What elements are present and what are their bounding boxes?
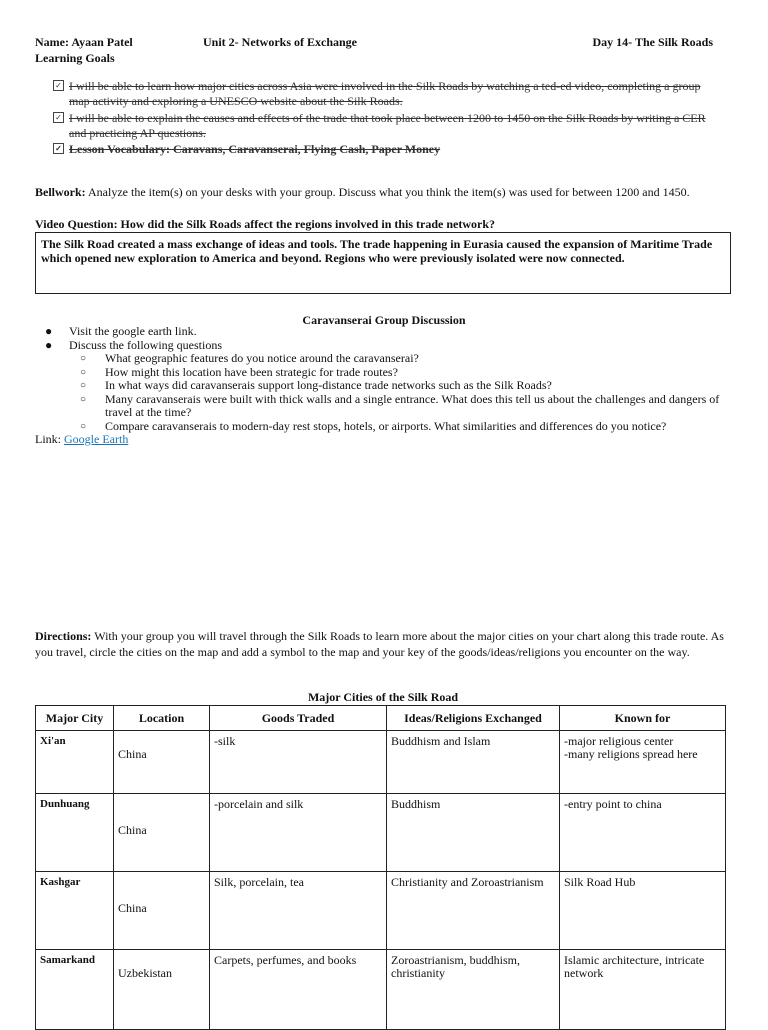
unit-title: Unit 2- Networks of Exchange: [203, 35, 357, 49]
bullet-dot-icon: ●: [45, 324, 53, 338]
column-header: Major City: [36, 706, 114, 731]
city-cell[interactable]: Dunhuang: [36, 794, 114, 872]
learning-goal-text: I will be able to explain the causes and effects of the trade that took place between 1200 to 1450 on the Silk Roads by writing a CER and practicing AP questions.: [69, 111, 706, 140]
google-earth-link[interactable]: Google Earth: [64, 432, 129, 446]
goods-cell[interactable]: Silk, porcelain, tea: [210, 872, 387, 950]
table-title: Major Cities of the Silk Road: [307, 690, 459, 704]
question-text: In what ways did caravanserais support long-distance trade networks such as the Silk Roads?: [105, 378, 552, 392]
table-row: [36, 794, 726, 872]
known-for-cell[interactable]: Islamic architecture, intricate network: [560, 950, 726, 1030]
caravanserai-title: Caravanserai Group Discussion: [302, 313, 466, 327]
city-cell[interactable]: Samarkand: [36, 950, 114, 1030]
ideas-cell[interactable]: Zoroastrianism, buddhism, christianity: [387, 950, 560, 1030]
question-list: [69, 352, 735, 433]
major-cities-table: [35, 705, 726, 1030]
learning-goal-text: Lesson Vocabulary: Caravans, Caravanserai, Flying Cash, Paper Money: [69, 142, 441, 156]
hollow-circle-icon: ○: [80, 380, 87, 391]
list-item: [69, 352, 735, 366]
ideas-cell[interactable]: Christianity and Zoroastrianism: [387, 872, 560, 950]
question-text: What geographic features do you notice around the caravanserai?: [105, 351, 419, 365]
table-row: [36, 950, 726, 1030]
bellwork-label: Bellwork:: [35, 185, 86, 199]
video-question: Video Question: How did the Silk Roads affect the regions involved in this trade network?: [35, 217, 496, 231]
list-item: [69, 393, 735, 420]
table-row: [36, 731, 726, 794]
known-for-cell[interactable]: -major religious center -many religions spread here: [560, 731, 726, 794]
learning-goal-item[interactable]: [53, 142, 718, 157]
question-text: Many caravanserais were built with thick walls and a single entrance. What does this tell us about the challenges and dangers of travel at the time?: [105, 391, 720, 419]
goods-cell[interactable]: -silk: [210, 731, 387, 794]
student-name: Name: Ayaan Patel: [35, 35, 133, 49]
learning-goal-item[interactable]: [53, 79, 718, 109]
column-header: Location: [114, 706, 210, 731]
question-text: Compare caravanserais to modern-day rest stops, hotels, or airports. What similarities and differences do you notice?: [105, 418, 667, 433]
location-text: China: [118, 901, 147, 915]
hollow-circle-icon: ○: [80, 366, 87, 378]
checked-box-icon[interactable]: ✓: [53, 112, 64, 123]
column-header: Ideas/Religions Exchanged: [387, 706, 560, 731]
goods-cell[interactable]: Carpets, perfumes, and books: [210, 950, 387, 1030]
column-header: Known for: [560, 706, 726, 731]
location-cell[interactable]: [114, 950, 210, 1030]
column-header: Goods Traded: [210, 706, 387, 731]
ideas-cell[interactable]: Buddhism and Islam: [387, 731, 560, 794]
table-row: [36, 872, 726, 950]
link-label: Link:: [35, 432, 64, 446]
list-item: [35, 339, 735, 434]
location-text: Uzbekistan: [118, 966, 172, 980]
directions-label: Directions:: [35, 629, 92, 643]
directions: [35, 628, 730, 660]
location-cell[interactable]: [114, 794, 210, 872]
bullet-dot-icon: ●: [45, 337, 53, 352]
location-cell[interactable]: [114, 731, 210, 794]
discussion-list: [35, 325, 735, 433]
location-text: China: [118, 823, 147, 837]
hollow-circle-icon: ○: [80, 393, 87, 405]
known-for-cell[interactable]: Silk Road Hub: [560, 872, 726, 950]
day-title: Day 14- The Silk Roads: [592, 35, 713, 49]
document-header: [35, 35, 715, 51]
learning-goals-title: Learning Goals: [35, 51, 115, 65]
learning-goal-text: I will be able to learn how major cities across Asia were involved in the Silk Roads by watching a ted-ed video, completing a group map activity and exploring a UNESCO website about the Silk Roads.: [69, 79, 701, 108]
city-cell[interactable]: Kashgar: [36, 872, 114, 950]
list-item: [69, 420, 735, 434]
checked-box-icon[interactable]: ✓: [53, 143, 64, 154]
directions-text: With your group you will travel through the Silk Roads to learn more about the major cities on your chart along this trade route. As you travel, circle the cities on the map and add a symbol to the map and your key of the goods/ideas/religions you encounter on the way.: [35, 629, 724, 659]
goods-cell[interactable]: -porcelain and silk: [210, 794, 387, 872]
ideas-cell[interactable]: Buddhism: [387, 794, 560, 872]
hollow-circle-icon: ○: [80, 420, 87, 432]
bullet-text: Visit the google earth link.: [69, 324, 197, 338]
known-for-cell[interactable]: -entry point to china: [560, 794, 726, 872]
video-answer-box[interactable]: The Silk Road created a mass exchange of ideas and tools. The trade happening in Eurasia caused the expansion of Maritime Trade which opened new exploration to America and beyond. Regions who were previously isolated were now connected.: [35, 232, 731, 294]
learning-goal-item[interactable]: [53, 111, 718, 141]
bullet-text: Discuss the following questions: [69, 337, 222, 352]
question-text: How might this location have been strategic for trade routes?: [105, 364, 398, 379]
checked-box-icon[interactable]: ✓: [53, 80, 64, 91]
city-cell[interactable]: Xi'an: [36, 731, 114, 794]
link-line: [35, 432, 128, 447]
location-text: China: [118, 747, 147, 761]
bellwork-text: Analyze the item(s) on your desks with your group. Discuss what you think the item(s) was used for between 1200 and 1450.: [85, 185, 690, 199]
list-item: [35, 325, 735, 339]
location-cell[interactable]: [114, 872, 210, 950]
list-item: [69, 379, 735, 393]
hollow-circle-icon: ○: [80, 353, 87, 364]
bellwork: [35, 185, 725, 200]
table-header-row: [36, 706, 726, 731]
list-item: [69, 366, 735, 380]
